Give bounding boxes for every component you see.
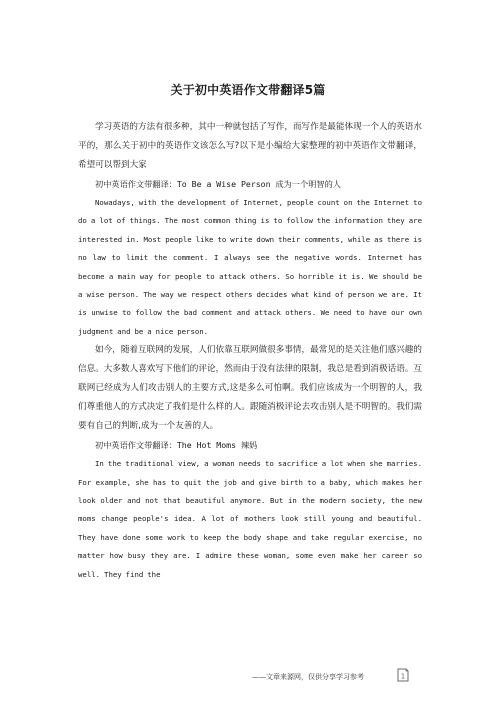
intro-paragraph: 学习英语的方法有很多种，其中一种就包括了写作，而写作是最能体现一个人的英语水平的，那么关于初中的英语作文该怎么写?以下是小编给大家整理的初中英语作文带翻译，希望可以帮到大家 [78,122,422,170]
english-paragraph-wise-person: Nowadays, with the development of Internet, people count on the Internet to do a lot of things. The most common thing is to follow the information they are interested in. Most people like to write down their comments, while as there is no law to limit the comment. I always see the negative words. Internet has become a main way for people to attack others. So horrible it is. We should be a wise person. The way we respect others decides what kind of person we are. It is unwise to follow the bad comment and attack others. We need to have our own judgment and be a nice person. [78,198,422,336]
page-number: 1 [400,672,406,681]
section-heading-wise-person: 初中英语作文带翻译：To Be a Wise Person 成为一个明智的人 [95,179,341,189]
page-number-badge-icon [396,668,410,682]
document-body [78,118,422,584]
section-heading-hot-moms: 初中英语作文带翻译：The Hot Moms 辣妈 [95,440,258,451]
footer-source-note: ——文章来源网，仅供分享学习参考 [252,673,364,681]
english-paragraph-hot-moms: In the traditional view, a woman needs to sacrifice a lot when she marries. For example, she has to quit the job and give birth to a baby, which makes her look older and not that beautiful anymore. But in the modern society, the new moms change people's idea. A lot of mothers look still young and beautiful. They have done some work to keep the body shape and take regular exercise, no matter how busy they are. I admire these woman, some even make her career so well. They find the [78,459,422,579]
chinese-translation-wise-person: 如今，随着互联网的发展，人们依靠互联网做很多事情，最常见的是关注他们感兴趣的信息。大多数人喜欢写下他们的评论，然而由于没有法律的限制，我总是看到消极话语。互联网已经成为人们攻击别人的主要方式,这是多么可怕啊。我们应该成为一个明智的人，我们尊重他人的方式决定了我们是什么样的人。跟随消极评论去攻击别人是不明智的。我们需要有自己的判断,成为一个友善的人。 [78,345,422,432]
document-title: 关于初中英语作文带翻译5篇 [170,83,326,97]
